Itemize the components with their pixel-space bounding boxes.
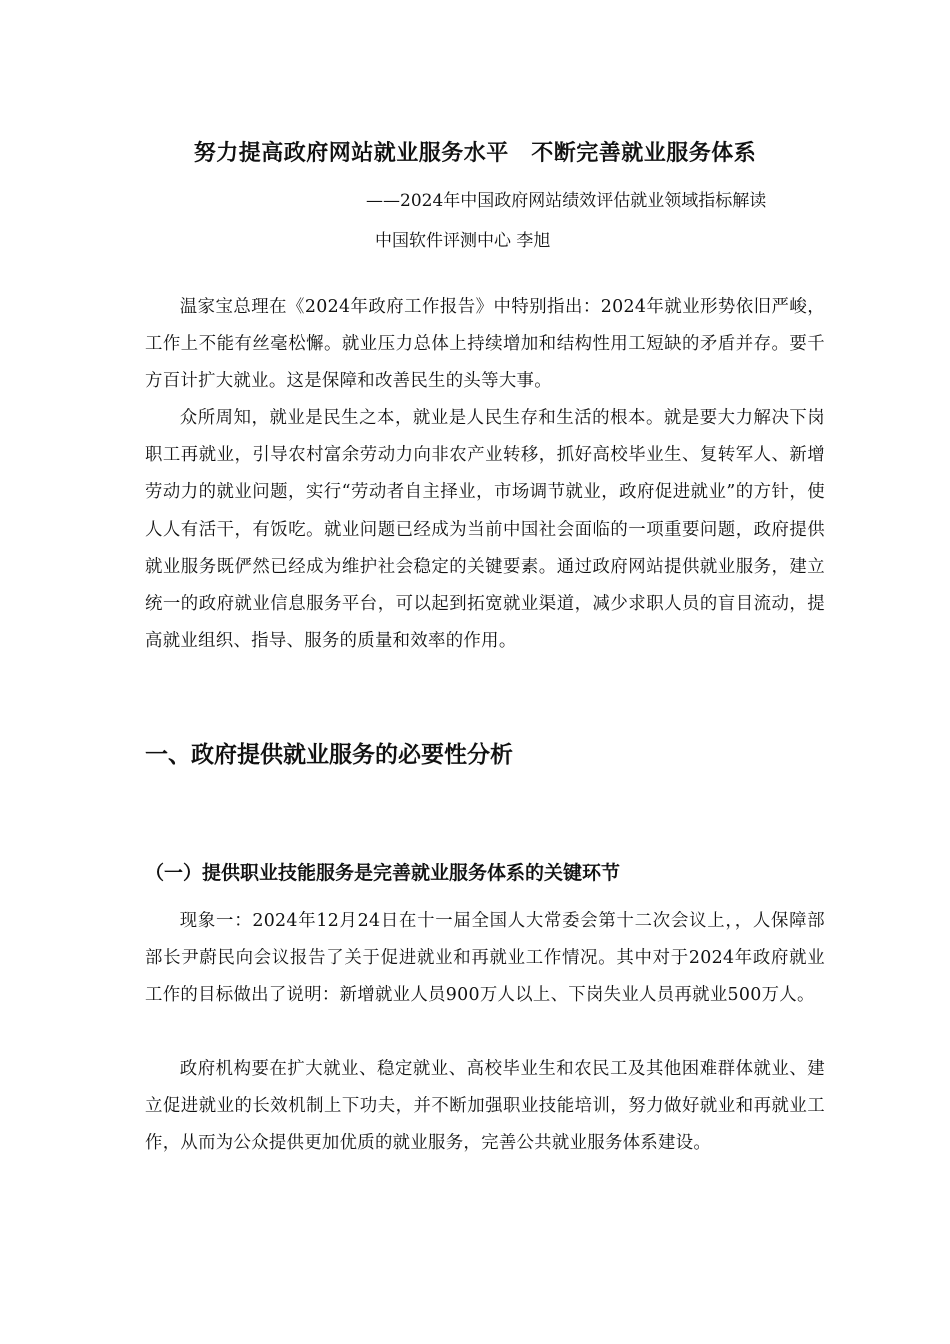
- subsection-heading: （一）提供职业技能服务是完善就业服务体系的关键环节: [145, 862, 621, 884]
- section-paragraph-2: 政府机构要在扩大就业、稳定就业、高校毕业生和农民工及其他困难群体就业、建立促进就业的长效机制上下功夫，并不断加强职业技能培训，努力做好就业和再就业工作，从而为公众提供更加优质的就业服务，完善公共就业服务体系建设。: [145, 1059, 825, 1154]
- section-heading: 一、政府提供就业服务的必要性分析: [145, 742, 513, 768]
- intro-paragraph-2: 众所周知，就业是民生之本，就业是人民生存和生活的根本。就是要大力解决下岗职工再就业，引导农村富余劳动力向非农产业转移，抓好高校毕业生、复转军人、新增劳动力的就业问题，实行“劳动者自主择业，市场调节就业，政府促进就业”的方针，使人人有活干，有饭吃。就业问题已经成为当前中国社会面临的一项重要问题，政府提供就业服务既俨然已经成为维护社会稳定的关键要素。通过政府网站提供就业服务，建立统一的政府就业信息服务平台，可以起到拓宽就业渠道，减少求职人员的盲目流动，提高就业组织、指导、服务的质量和效率的作用。: [145, 408, 825, 652]
- document-subtitle: ——2024年中国政府网站绩效评估就业领域指标解读: [366, 191, 767, 211]
- document-author: 中国软件评测中心 李旭: [375, 231, 551, 251]
- document-title: 努力提高政府网站就业服务水平 不断完善就业服务体系: [193, 141, 757, 166]
- section-paragraph-1: 现象一：2024年12月24日在十一届全国人大常委会第十二次会议上，，人保障部部长尹蔚民向会议报告了关于促进就业和再就业工作情况。其中对于2024年政府就业工作的目标做出了说明：新增就业人员900万人以上、下岗失业人员再就业500万人。: [145, 911, 825, 1006]
- intro-paragraph-1: 温家宝总理在《2024年政府工作报告》中特别指出：2024年就业形势依旧严峻，工作上不能有丝毫松懈。就业压力总体上持续增加和结构性用工短缺的矛盾并存。要千方百计扩大就业。这是保障和改善民生的头等大事。: [145, 297, 825, 392]
